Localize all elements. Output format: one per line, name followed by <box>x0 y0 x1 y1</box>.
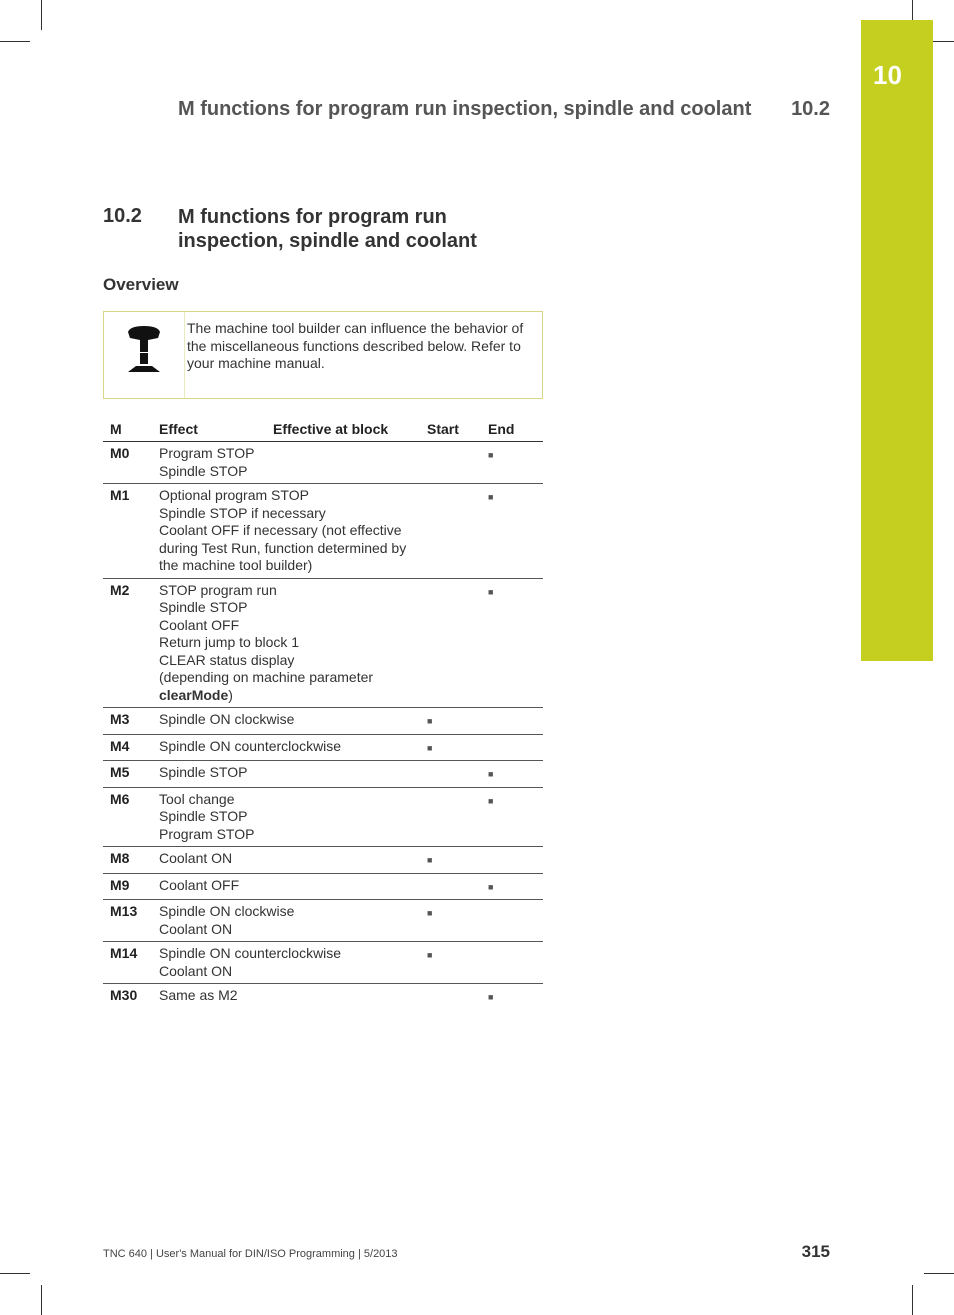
column-header-effective-at-block: Effective at block <box>266 418 420 442</box>
effect-line-text: Tool change <box>159 790 235 807</box>
effect-line-text: Spindle STOP <box>159 808 248 824</box>
end-cell <box>481 708 543 735</box>
end-cell <box>481 942 543 984</box>
end-cell <box>481 442 543 484</box>
square-bullet-icon: ■ <box>427 716 433 726</box>
effect-line-text: Spindle ON clockwise <box>159 903 295 919</box>
m-code-cell: M4 <box>103 734 152 761</box>
effect-line <box>159 505 420 523</box>
m-code-cell: M9 <box>103 873 152 900</box>
square-bullet-icon: ■ <box>427 855 433 865</box>
effect-cell <box>152 578 420 708</box>
effect-cell <box>152 442 420 484</box>
effect-line <box>159 652 420 670</box>
effect-line-text: Coolant OFF if necessary (not effective during Test Run, function determined by the machine tool builder) <box>159 522 407 573</box>
m-code-cell: M8 <box>103 847 152 874</box>
effect-line <box>159 522 420 575</box>
start-cell <box>420 761 481 788</box>
effect-cell <box>152 873 420 900</box>
effect-line-text: Spindle ON counterclockwise <box>159 737 342 754</box>
m-code-cell: M6 <box>103 787 152 847</box>
effect-line <box>159 634 420 652</box>
start-cell <box>420 873 481 900</box>
square-bullet-icon: ■ <box>488 586 494 597</box>
effect-line <box>159 487 420 505</box>
column-header-start: Start <box>420 418 481 442</box>
table-row <box>103 708 543 735</box>
effect-line-text: Coolant OFF <box>159 876 240 893</box>
square-bullet-icon: ■ <box>488 992 494 1002</box>
crop-mark <box>41 1285 42 1315</box>
effect-line-text: Same as M2 <box>159 987 238 1003</box>
effect-line-text: Program STOP <box>159 445 255 461</box>
effect-cell <box>152 787 420 847</box>
m-code-cell: M1 <box>103 484 152 579</box>
effect-line-text: Spindle ON clockwise <box>159 711 295 727</box>
m-code-cell: M5 <box>103 761 152 788</box>
effect-line <box>159 764 420 782</box>
effect-line <box>159 963 420 981</box>
start-cell <box>420 578 481 708</box>
running-header-section: 10.2 <box>791 98 830 120</box>
effect-line-text: Spindle STOP if necessary <box>159 504 326 521</box>
footer-text: TNC 640 | User's Manual for DIN/ISO Programming | 5/2013 <box>103 1248 398 1260</box>
table-row <box>103 873 543 900</box>
effect-line-text: Spindle STOP <box>159 764 248 780</box>
end-cell <box>481 847 543 874</box>
section-heading <box>103 205 543 253</box>
machine-wrench-icon <box>122 322 166 376</box>
table-header-row <box>103 418 543 442</box>
effect-cell <box>152 761 420 788</box>
effect-line-text: Spindle STOP <box>159 462 248 479</box>
m-code-cell: M30 <box>110 987 138 1003</box>
table-row <box>103 734 543 761</box>
page-number: 315 <box>801 1242 830 1261</box>
effect-cell <box>152 484 420 579</box>
effect-cell <box>152 847 420 874</box>
table-row <box>103 442 543 484</box>
effect-line <box>159 582 420 600</box>
table-row <box>103 761 543 788</box>
start-cell <box>420 442 481 484</box>
column-header-end: End <box>481 418 543 442</box>
start-cell <box>420 942 481 984</box>
end-cell <box>481 873 543 900</box>
square-bullet-icon: ■ <box>427 950 433 960</box>
end-cell <box>481 787 543 847</box>
effect-line-text: Spindle ON counterclockwise <box>159 945 342 961</box>
effect-line <box>159 921 420 939</box>
start-cell <box>420 734 481 761</box>
note-text: The machine tool builder can influence the behavior of the miscellaneous functions described below. Refer to your machine manual. <box>187 320 524 371</box>
effect-line-text: Optional program STOP <box>159 487 309 503</box>
end-cell <box>481 484 543 579</box>
square-bullet-icon: ■ <box>488 795 494 806</box>
square-bullet-icon: ■ <box>488 492 494 502</box>
section-number: 10.2 <box>103 205 142 227</box>
end-cell <box>481 761 543 788</box>
effect-cell <box>152 900 420 942</box>
start-cell <box>420 847 481 874</box>
end-cell <box>481 578 543 708</box>
column-header-m: M <box>103 418 152 442</box>
note-separator <box>184 312 185 398</box>
effect-line <box>159 791 420 809</box>
m-code-cell: M2 <box>103 578 152 708</box>
chapter-tab <box>861 20 933 661</box>
m-code-cell: M0 <box>103 442 152 484</box>
square-bullet-icon: ■ <box>488 450 494 460</box>
subsection-title: Overview <box>103 275 179 294</box>
table-row <box>103 578 543 708</box>
section-title: M functions for program run inspection, spindle and coolant <box>178 206 477 252</box>
effect-line <box>159 617 420 635</box>
effect-line-text: Coolant OFF <box>159 616 240 633</box>
effect-line-text: (depending on machine parameter <box>159 669 374 685</box>
crop-mark <box>912 0 913 20</box>
end-cell <box>481 900 543 942</box>
table-row <box>103 847 543 874</box>
end-cell <box>481 734 543 761</box>
effect-line-text: Return jump to block 1 <box>159 634 300 650</box>
page-footer <box>103 1242 830 1262</box>
table-row <box>103 942 543 984</box>
effect-line <box>159 945 420 963</box>
effect-cell <box>152 984 420 1010</box>
m-functions-table <box>103 418 543 1010</box>
effect-line-text: STOP program run <box>159 581 277 598</box>
m-code-cell: M3 <box>103 708 152 735</box>
effect-line <box>159 808 420 826</box>
effect-line-text: Coolant ON <box>159 962 233 979</box>
effect-line <box>159 463 420 481</box>
effect-line <box>159 599 420 617</box>
effect-cell <box>152 708 420 735</box>
square-bullet-icon: ■ <box>488 769 494 779</box>
effect-line <box>159 711 420 729</box>
effect-line-text: Spindle STOP <box>159 599 248 615</box>
crop-mark <box>0 1273 30 1274</box>
table-row <box>103 984 543 1010</box>
square-bullet-icon: ■ <box>488 881 494 892</box>
effect-line <box>159 987 420 1005</box>
crop-mark <box>924 1273 954 1274</box>
m-code-cell: M13 <box>103 900 152 942</box>
crop-mark <box>912 1285 913 1315</box>
machine-note-box <box>103 311 543 399</box>
effect-line <box>159 903 420 921</box>
square-bullet-icon: ■ <box>427 742 433 753</box>
effect-line-text: Coolant ON <box>159 920 233 937</box>
effect-line-text: Program STOP <box>159 825 255 842</box>
table-row <box>103 900 543 942</box>
effect-line <box>159 826 420 844</box>
effect-line <box>159 445 420 463</box>
effect-cell <box>152 942 420 984</box>
effect-line-text: CLEAR status display <box>159 651 295 668</box>
start-cell <box>420 984 481 1010</box>
machine-parameter-name: clearMode <box>159 686 229 703</box>
start-cell <box>420 787 481 847</box>
square-bullet-icon: ■ <box>427 908 433 918</box>
start-cell <box>420 708 481 735</box>
effect-cell <box>152 734 420 761</box>
m-code-cell: M14 <box>103 942 152 984</box>
running-header-title: M functions for program run inspection, spindle and coolant <box>178 98 752 120</box>
start-cell <box>420 900 481 942</box>
effect-line-tail: ) <box>228 686 233 703</box>
end-cell <box>481 984 543 1010</box>
effect-line <box>159 738 420 756</box>
effect-line <box>159 669 420 704</box>
effect-line-text: Coolant ON <box>159 850 233 866</box>
effect-line <box>159 877 420 895</box>
table-row <box>103 484 543 579</box>
chapter-tab-number: 10 <box>873 60 902 90</box>
crop-mark <box>0 41 30 42</box>
column-header-effect: Effect <box>152 418 266 442</box>
start-cell <box>420 484 481 579</box>
running-header <box>178 98 830 121</box>
effect-line <box>159 850 420 868</box>
table-row <box>103 787 543 847</box>
crop-mark <box>41 0 42 30</box>
